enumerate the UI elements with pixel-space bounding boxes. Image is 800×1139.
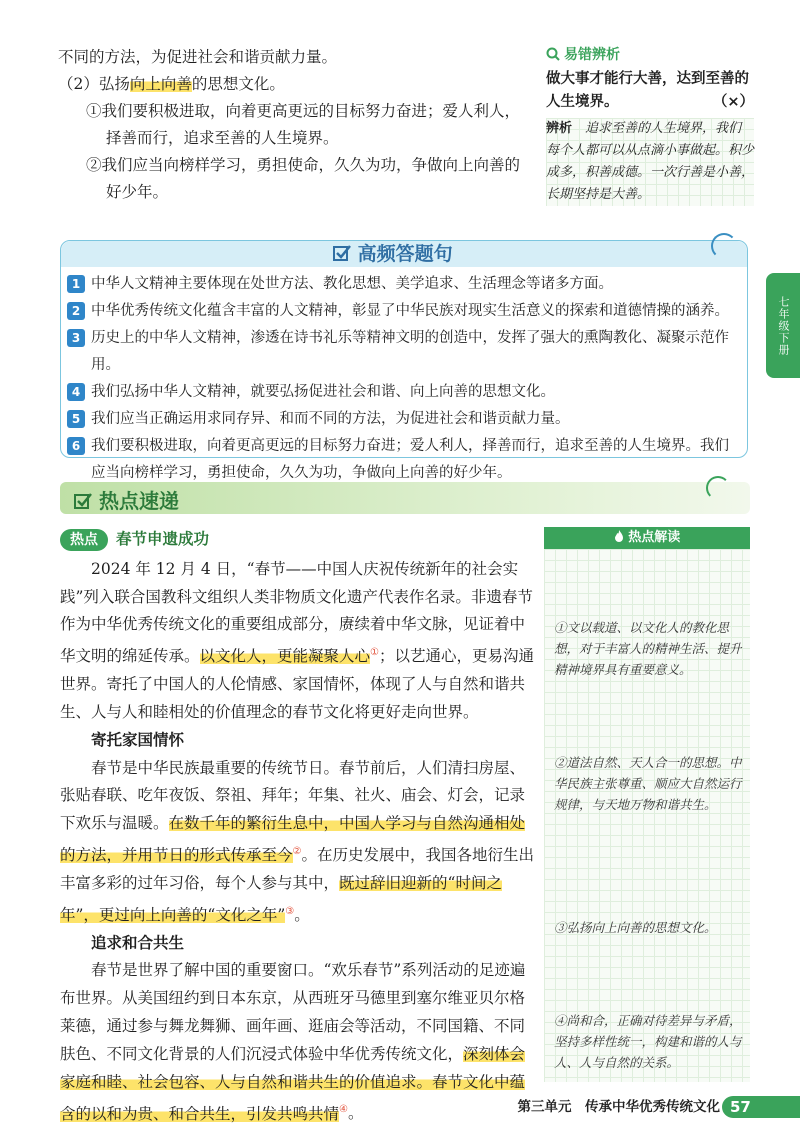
hot-topic-header [60, 526, 538, 554]
analysis-text: 追求至善的人生境界，我们每个人都可以从点滴小事做起。积少成多，积善成德。一次行善是小善，长期坚持是大善。 [546, 121, 755, 202]
tip-analysis [546, 118, 754, 206]
hot-topics-banner [60, 482, 750, 514]
hf-item-text: 中华优秀传统文化蕴含丰富的人文精神，彰显了中华民族对现实生活意义的探索和道德情操的涵养。 [91, 303, 729, 319]
hf-item [67, 271, 743, 298]
number-badge: 1 [67, 275, 85, 293]
tip-title-text: 易错辨析 [564, 47, 620, 63]
checkbox-icon [333, 244, 351, 262]
number-badge: 5 [67, 410, 85, 428]
highlight: 在数千年的繁衍生息中，中国人学习与自然沟通相处的方法，并用节日的形式传承至今 [60, 814, 526, 865]
hf-item [67, 406, 743, 433]
highlight: 以文化人，更能凝聚人心 [199, 647, 371, 666]
hot-topic-title: 春节申遗成功 [116, 530, 210, 548]
text-fragment: 。 [294, 905, 310, 924]
text-fragment: ；以艺通心，更易沟通世界。寄托了中国人的人伦情感、家国情怀，体现了人与自然和谐共生、人与人和睦相处的价值理念的春节文化将更好走向世界。 [60, 647, 535, 721]
swirl-decoration-icon [706, 476, 730, 500]
text-fragment: 春节是世界了解中国的重要窗口。“欢乐春节”系列活动的足迹遍布世界。从美国纽约到日本东京，从西班牙马德里到塞尔维亚贝尔格莱德，通过参与舞龙舞狮、画年画、逛庙会等活动，不同国籍、不同肤色、不同文化背景的人们沉浸式体验中华优秀传统文化， [60, 961, 526, 1063]
footnote-mark: ② [292, 845, 302, 857]
hf-header [61, 241, 747, 267]
hf-title [333, 239, 453, 266]
text-fragment: 。在历史发展中，我国各地衍生出丰富多彩的过年习俗，每个人参与其中， [60, 846, 534, 892]
answer-mark: （×） [712, 94, 754, 110]
page-footer [400, 1096, 800, 1118]
question-text: 做大事才能行大善，达到至善的人生境界。 [546, 71, 749, 110]
unit-title: 第三单元 传承中华优秀传统文化 [517, 1099, 720, 1115]
subheading: 寄托家国情怀 [91, 730, 185, 749]
magnifier-icon [546, 47, 560, 61]
number-badge: 2 [67, 302, 85, 320]
grade-side-tab[interactable]: 七年级下册 [766, 273, 800, 378]
hf-item-text: 中华人文精神主要体现在处世方法、教化思想、美学追求、生活理念等诸多方面。 [91, 276, 613, 292]
hf-item-text: 我们要积极进取，向着更高更远的目标努力奋进；爱人利人，择善而行，追求至善的人生境界。我们应当向榜样学习，勇担使命，久久为功，争做向上向善的好少年。 [91, 438, 729, 481]
footnote-mark: ④ [339, 1104, 348, 1116]
number-badge: 6 [67, 437, 85, 455]
list-item: ①我们要积极进取，向着更高更远的目标努力奋进；爱人利人，择善而行，追求至善的人生境界。 [86, 102, 521, 147]
interpretation-note: ④尚和合，正确对待差异与矛盾，坚持多样性统一，构建和谐的人与人、人与自然的关系。 [554, 1013, 742, 1070]
hf-list [67, 271, 743, 487]
footnote-mark: ① [370, 647, 379, 659]
highlight: 向上向善 [129, 75, 192, 93]
footnote-mark: ③ [285, 905, 295, 917]
hot-article [60, 526, 538, 1128]
number-badge: 3 [67, 329, 85, 347]
interpretation-header [544, 527, 750, 549]
banner-title [74, 485, 179, 514]
interpretation-column [544, 527, 750, 1082]
interpretation-note: ②道法自然、天人合一的思想。中华民族主张尊重、顺应大自然运行规律，与天地万物和谐共生。 [554, 755, 742, 812]
error-tip-box [546, 44, 754, 206]
analysis-label: 辨析 [546, 121, 573, 136]
hf-item-text: 历史上的中华人文精神，渗透在诗书礼乐等精神文明的创造中，发挥了强大的熏陶教化、凝聚示范作用。 [91, 330, 729, 373]
page-number: 57 [722, 1096, 800, 1118]
text-fragment: 。 [347, 1104, 364, 1123]
tip-question [546, 68, 754, 114]
hf-item [67, 433, 743, 487]
highlight: 深刻体会家庭和睦、社会包容、人与自然和谐共生的价值追求。春节文化中蕴含的以和为贵、和合共生，引发共鸣共情 [60, 1044, 526, 1123]
high-frequency-box [60, 240, 748, 481]
text-line: 不同的方法，为促进社会和谐贡献力量。 [58, 48, 338, 66]
checkbox-icon [74, 492, 92, 510]
hot-tag: 热点 [60, 529, 108, 551]
text-fragment: 的思想文化。 [191, 75, 285, 93]
hf-item [67, 325, 743, 379]
interpretation-note: ①文以载道、以文化人的教化思想，对于丰富人的精神生活、提升精神境界具有重要意义。 [554, 620, 742, 677]
highlight: 既过辞旧迎新的“时间之年”，更过向上向善的“文化之年” [60, 873, 502, 924]
banner-title-text: 热点速递 [98, 489, 179, 513]
swirl-decoration-icon [711, 233, 737, 259]
interpretation-note: ③弘扬向上向善的思想文化。 [554, 920, 717, 935]
text-fragment: 春节是中华民族最重要的传统节日。春节前后，人们清扫房屋、张贴春联、吃年夜饭、祭祖、拜年；年集、社火、庙会、灯会，记录下欢乐与温暖。 [60, 758, 526, 833]
text-fragment: 2024 年 12 月 4 日，“春节——中国人庆祝传统新年的社会实践”列入联合国教科文组织人类非物质文化遗产代表作名录。非遗春节作为中华优秀传统文化的重要组成部分，赓续着中华文脉，见证着中华文明的绵延传承。 [60, 559, 533, 666]
hf-item [67, 379, 743, 406]
hf-title-text: 高频答题句 [357, 243, 453, 265]
hf-item-text: 我们应当正确运用求同存异、和而不同的方法，为促进社会和谐贡献力量。 [91, 411, 570, 427]
subheading: 追求和合共生 [91, 933, 185, 952]
paragraph [60, 556, 538, 727]
list-item: ②我们应当向榜样学习，勇担使命，久久为功，争做向上向善的好少年。 [86, 156, 521, 201]
hf-item [67, 298, 743, 325]
tip-title [546, 44, 754, 64]
hf-item-text: 我们弘扬中华人文精神，就要弘扬促进社会和谐、向上向善的思想文化。 [91, 384, 555, 400]
top-section [58, 44, 528, 206]
paragraph [60, 755, 538, 930]
text-fragment: （2）弘扬 [58, 75, 130, 93]
text-line [58, 71, 528, 98]
number-badge: 4 [67, 383, 85, 401]
flame-icon [614, 530, 624, 542]
interpretation-title: 热点解读 [628, 530, 681, 545]
